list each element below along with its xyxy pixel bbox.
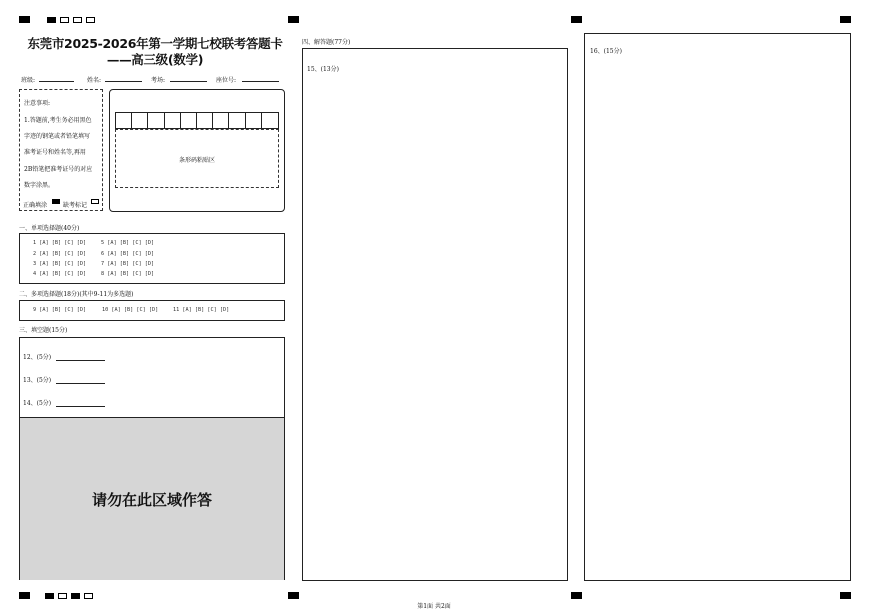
choice-row[interactable]: 8 [A] [B] [C] [D] [101,271,155,277]
answer-box-15[interactable] [302,48,568,581]
room-field[interactable] [170,81,207,82]
correct-fill-label: 正确填涂 [23,202,48,209]
choice-row[interactable]: 9 [A] [B] [C] [D] [33,307,87,313]
section1-heading: 一、单项选择题(40分) [19,225,80,232]
choice-row[interactable]: 11 [A] [B] [C] [D] [173,307,230,313]
choice-row[interactable]: 1 [A] [B] [C] [D] [33,240,87,246]
no-answer-zone-label: 请勿在此区域作答 [91,491,212,509]
fill-question-12: 12、(5分) [23,354,52,361]
notice-line: 数字涂黑。 [24,182,55,189]
absent-mark-label: 缺考标记 [63,202,88,209]
choice-row[interactable]: 4 [A] [B] [C] [D] [33,271,87,277]
barcode-label: 条形码粘贴区 [178,157,215,164]
alignment-mark [58,593,67,599]
answer-line-14[interactable] [56,406,105,407]
notice-heading: 注意事项: [24,100,51,107]
alignment-mark [71,593,80,599]
alignment-mark [840,16,851,23]
alignment-mark [840,592,851,599]
name-field-label: 姓名: [87,77,102,84]
choice-row[interactable]: 3 [A] [B] [C] [D] [33,261,87,267]
alignment-mark [19,16,30,23]
choice-row[interactable]: 10 [A] [B] [C] [D] [102,307,159,313]
alignment-mark [86,17,95,23]
class-field-label: 班级: [21,77,36,84]
section2-heading: 二、多项选择题(18分)(其中9-11为多选题) [19,291,134,298]
notice-line: 准考证号和姓名等,再用 [24,149,86,156]
name-field[interactable] [105,81,142,82]
absent-checkbox[interactable] [91,199,99,204]
section4-heading: 四、解答题(77分) [302,39,351,46]
page-title: 东莞市2025-2026年第一学期七校联考答题卡 [27,36,283,51]
choice-row[interactable]: 2 [A] [B] [C] [D] [33,251,87,257]
notice-line: 1.答题前,考生务必用黑色 [24,117,92,124]
answer-line-12[interactable] [56,360,105,361]
fill-question-13: 13、(5分) [23,377,52,384]
alignment-mark [571,592,582,599]
student-id-grid[interactable] [115,112,279,129]
notice-line: 字迹的钢笔或者铅笔填写 [24,133,91,140]
fill-question-14: 14、(5分) [23,400,52,407]
seat-field[interactable] [242,81,279,82]
section3-heading: 三、填空题(15分) [19,327,68,334]
choice-row[interactable]: 5 [A] [B] [C] [D] [101,240,155,246]
alignment-mark [73,17,82,23]
alignment-mark [45,593,54,599]
question-15-label: 15、(13分) [307,66,339,73]
class-field[interactable] [39,81,74,82]
answer-box-16[interactable] [584,33,851,581]
alignment-mark [60,17,69,23]
choice-row[interactable]: 6 [A] [B] [C] [D] [101,251,155,257]
seat-field-label: 座位号: [216,77,237,84]
page-subtitle: ——高三级(数学) [106,52,204,67]
alignment-mark [571,16,582,23]
answer-line-13[interactable] [56,383,105,384]
choice-row[interactable]: 7 [A] [B] [C] [D] [101,261,155,267]
notice-line: 2B铅笔把准考证号的对应 [24,166,93,173]
room-field-label: 考场: [151,77,166,84]
filled-mark-icon [52,199,60,204]
alignment-mark [47,17,56,23]
alignment-mark [19,592,30,599]
alignment-mark [288,592,299,599]
page-footer: 第1面 共2面 [417,603,451,610]
question-16-label: 16、(15分) [590,48,622,55]
alignment-mark [84,593,93,599]
alignment-mark [288,16,299,23]
